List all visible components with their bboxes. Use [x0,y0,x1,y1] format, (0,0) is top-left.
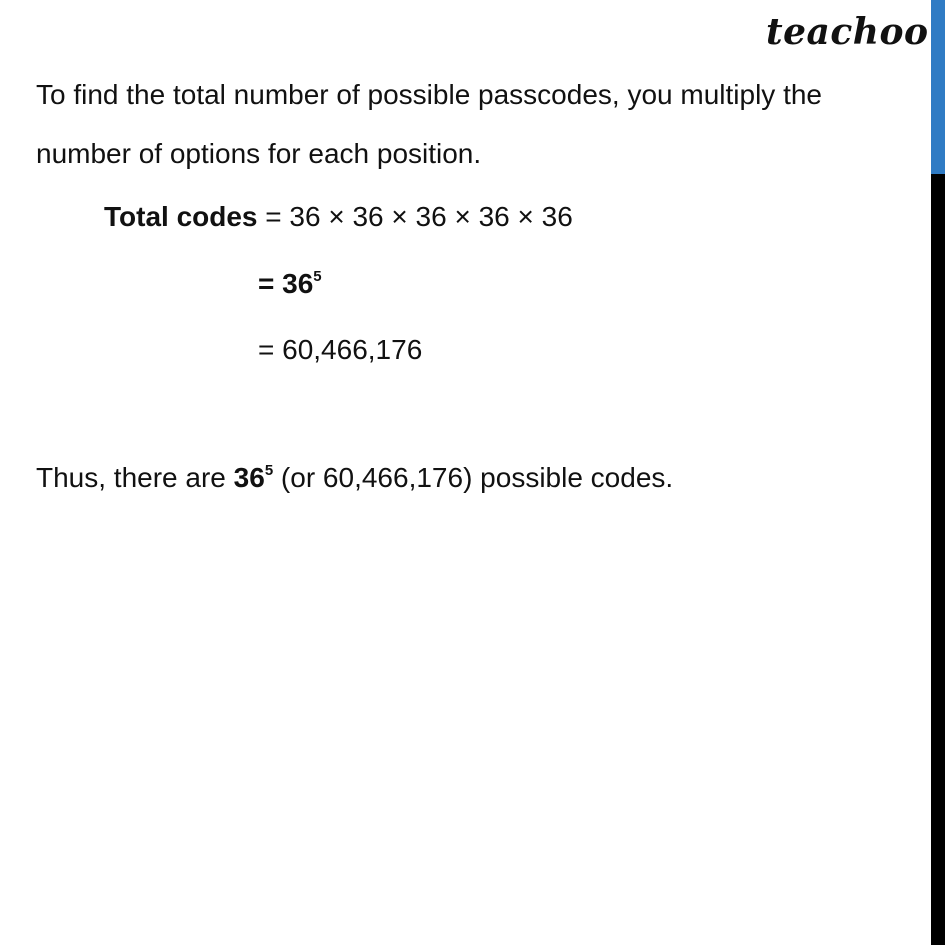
conclusion-exponent: 5 [264,462,274,479]
side-accent-bar-blue [931,0,945,174]
equation-step-3: = 60,466,176 [258,334,423,365]
intro-text-line-2: number of options for each position. [36,138,482,169]
teachoo-logo: teachoo [766,11,929,53]
equation-step-1: = 36 × 36 × 36 × 36 × 36 [265,201,573,232]
total-codes-label: Total codes [104,201,258,232]
conclusion-text [36,464,673,492]
conclusion-base: 36 [233,462,265,493]
conclusion-suffix: (or 60,466,176) possible codes. [273,462,674,493]
side-accent-bar-black [931,174,945,945]
intro-text-line-1: To find the total number of possible passcodes, you multiply the [36,79,822,110]
total-codes-equation [104,203,573,231]
equation-step-2-base: = 36 [258,268,314,299]
conclusion-prefix: Thus, there are [36,462,234,493]
equation-step-2-exponent: 5 [313,268,322,285]
equation-step-2 [258,270,322,298]
